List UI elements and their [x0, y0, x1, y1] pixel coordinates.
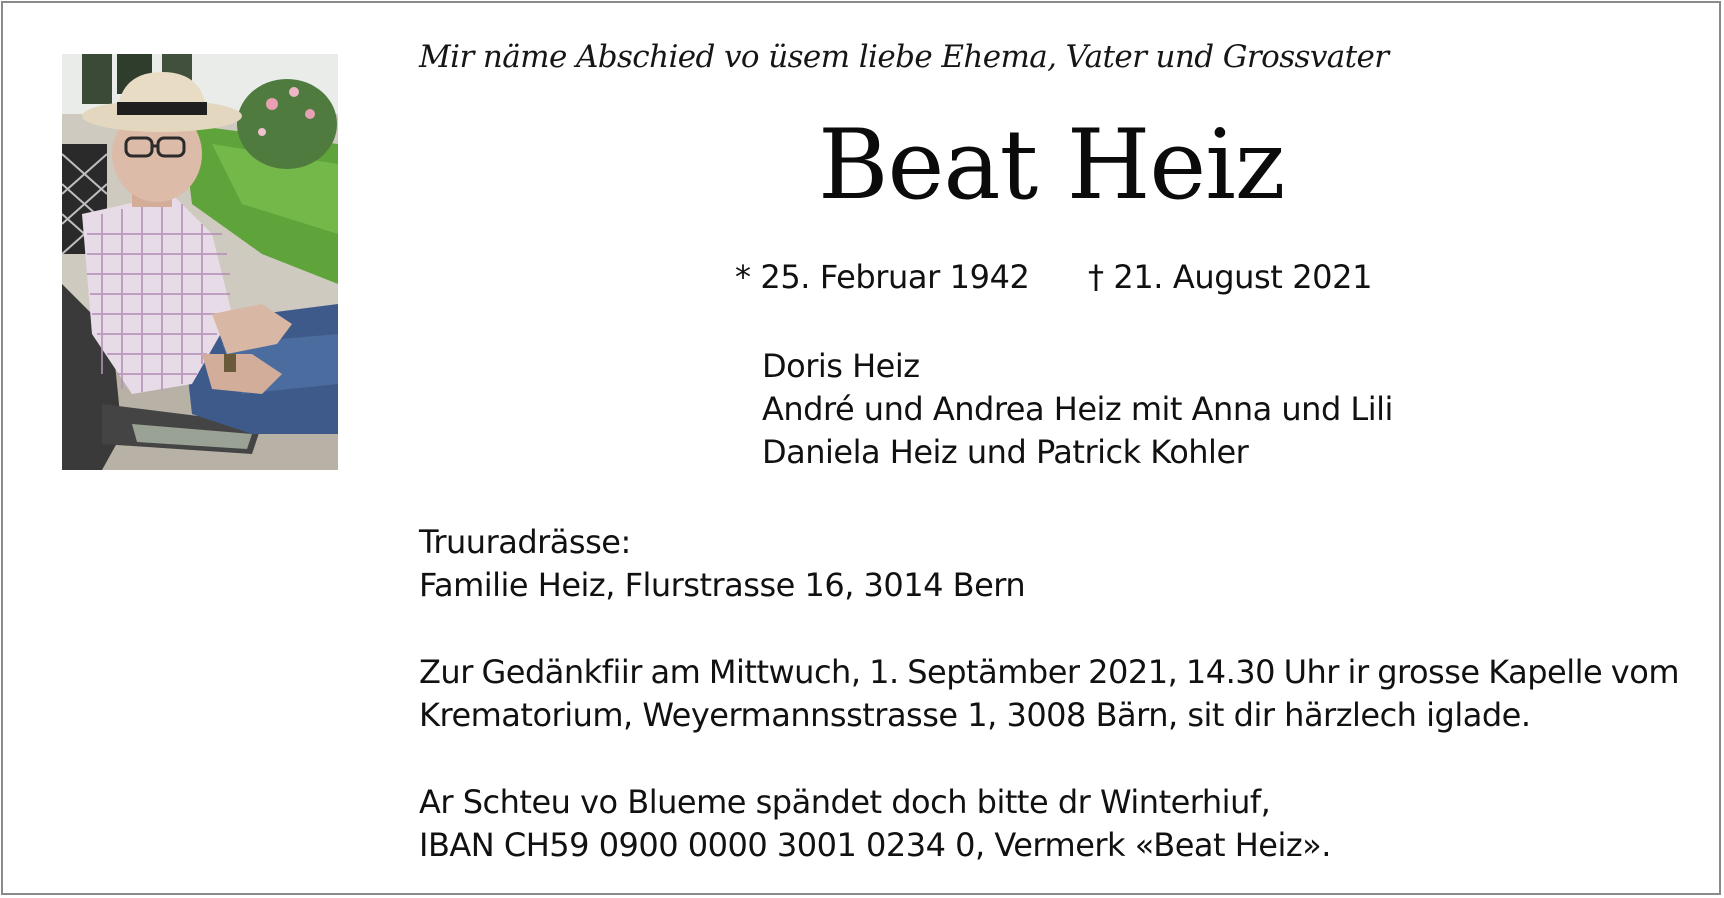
ceremony-word: 2021, — [1088, 653, 1178, 691]
mourner-line: André und Andrea Heiz mit Anna und Lili — [762, 390, 1393, 428]
ceremony-word: 1. — [869, 653, 899, 691]
address-text: Familie Heiz, Flurstrasse 16, 3014 Bern — [419, 566, 1026, 604]
obituary-notice — [1, 1, 1721, 895]
ceremony-word: Uhr — [1283, 653, 1339, 691]
donation-line-1: Ar Schteu vo Blueme spändet doch bitte dr Winterhiuf, — [419, 783, 1271, 821]
ceremony-word: Mittwuch, — [708, 653, 861, 691]
mourners-list — [762, 345, 1393, 474]
ceremony-word: Septämber — [907, 653, 1080, 691]
ceremony-word: Kapelle — [1488, 653, 1603, 691]
portrait-illustration — [62, 54, 338, 470]
ceremony-line-2: Krematorium, Weyermannsstrasse 1, 3008 Bärn, sit dir härzlech iglade. — [419, 696, 1531, 734]
ceremony-word: vom — [1610, 653, 1679, 691]
deceased-name: Beat Heiz — [818, 109, 1285, 221]
ceremony-word: grosse — [1377, 653, 1480, 691]
ceremony-word: am — [650, 653, 701, 691]
portrait-photo — [62, 54, 338, 470]
intro-line: Mir näme Abschied vo üsem liebe Ehema, Vater und Grossvater — [419, 39, 1389, 75]
ceremony-word: Gedänkfiir — [481, 653, 642, 691]
birth-date: * 25. Februar 1942 — [735, 258, 1030, 296]
mourner-line: Doris Heiz — [762, 347, 920, 385]
ceremony-word: ir — [1347, 653, 1369, 691]
donation-line-2: IBAN CH59 0900 0000 3001 0234 0, Vermerk «Beat Heiz». — [419, 826, 1331, 864]
ceremony-line-1 — [419, 651, 1679, 694]
ceremony-word: Zur — [419, 653, 473, 691]
donation-info — [419, 781, 1331, 867]
ceremony-word: 14.30 — [1185, 653, 1275, 691]
death-date: † 21. August 2021 — [1088, 258, 1373, 296]
mourner-line: Daniela Heiz und Patrick Kohler — [762, 433, 1249, 471]
address-label: Truuradrässe: — [419, 523, 631, 561]
ceremony-info — [419, 651, 1679, 737]
mourning-address — [419, 521, 1025, 607]
